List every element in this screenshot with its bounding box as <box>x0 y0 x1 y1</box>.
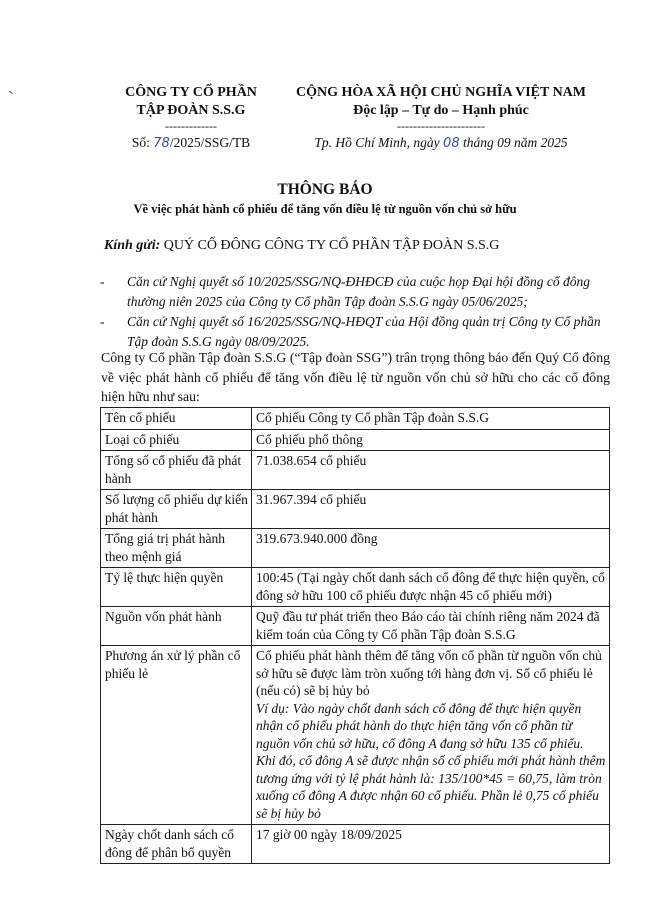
row-example: Ví dụ: Vào ngày chốt danh sách cổ đông để thực hiện quyền nhận cổ phiếu phát hành do thực hiện tăng vốn cổ phần từ nguồn vốn chủ sở hữu, cổ đông A đang sở hữu 135 cổ phiếu. Khi đó, cổ đông A sẽ được nhận số cổ phiếu mới phát hành thêm tương ứng với tỷ lệ phát hành là: 135/100*45 = 60,75, làm tròn xuống cổ đông A được nhận 60 cổ phiếu. Phần lẻ 0,75 cổ phiếu sẽ bị hủy bỏ <box>256 700 606 821</box>
company-name-line1: CÔNG TY CỔ PHẦN <box>125 85 257 100</box>
row-value: Cổ phiếu phát hành thêm để tăng vốn cổ phần từ nguồn vốn chủ sở hữu sẽ được làm tròn xuống tới hàng đơn vị. Số cổ phiếu lẻ (nếu có) sẽ bị hủy bỏ <box>256 648 602 698</box>
document-number-handwritten: 78 <box>153 136 170 151</box>
document-number <box>96 133 286 154</box>
row-label: Ngày chốt danh sách cổ đông để phân bổ quyền <box>101 825 252 864</box>
recipient-label: Kính gửi: <box>104 238 161 253</box>
row-value: Cổ phiếu phổ thông <box>252 429 610 451</box>
recipient-value: QUÝ CỔ ĐÔNG CÔNG TY CỔ PHẦN TẬP ĐOÀN S.S.G <box>163 238 500 253</box>
company-divider: ------------- <box>165 119 217 133</box>
bullet-dash: - <box>100 274 105 289</box>
document-number-prefix: Số: <box>131 135 150 150</box>
legal-basis-text: Căn cứ Nghị quyết số 16/2025/SSG/NQ-HĐQT của Hội đồng quản trị Công ty Cổ phần Tập đoàn S.S.G ngày 08/09/2025. <box>127 314 601 349</box>
legal-basis-item <box>100 272 610 312</box>
document-number-suffix: /2025/SSG/TB <box>169 135 251 150</box>
row-value: 100:45 (Tại ngày chốt danh sách cổ đông để thực hiện quyền, cổ đông sở hữu 100 cổ phiếu được nhận 45 cổ phiếu mới) <box>252 568 610 607</box>
table-row <box>101 607 610 646</box>
table-row <box>101 429 610 451</box>
table-row <box>101 646 610 825</box>
row-value: Quỹ đầu tư phát triển theo Báo cáo tài chính riêng năm 2024 đã kiểm toán của Công ty Cổ phần Tập đoàn S.S.G <box>252 607 610 646</box>
row-label: Loại cổ phiếu <box>101 429 252 451</box>
recipient-line <box>104 238 499 254</box>
row-label: Tỷ lệ thực hiện quyền <box>101 568 252 607</box>
row-value: 31.967.394 cổ phiếu <box>252 490 610 529</box>
row-value: 17 giờ 00 ngày 18/09/2025 <box>252 825 610 864</box>
legal-bases <box>100 272 610 352</box>
row-value: Cổ phiếu Công ty Cổ phần Tập đoàn S.S.G <box>252 408 610 430</box>
issue-date-handwritten-day: 08 <box>443 136 460 151</box>
national-motto: Độc lập – Tự do – Hạnh phúc <box>353 103 529 118</box>
intro-paragraph: Công ty Cổ phần Tập đoàn S.S.G (“Tập đoàn SSG”) trân trọng thông báo đến Quý Cổ đông về việc phát hành cổ phiếu để tăng vốn điều lệ từ nguồn vốn chủ sở hữu cho các cổ đông hiện hữu như sau: <box>101 350 610 404</box>
row-label: Nguồn vốn phát hành <box>101 607 252 646</box>
legal-basis-text: Căn cứ Nghị quyết số 10/2025/SSG/NQ-ĐHĐCĐ của cuộc họp Đại hội đồng cổ đông thường niên 2025 của Công ty Cổ phần Tập đoàn S.S.G ngày 05/06/2025; <box>127 274 590 309</box>
issue-date-suffix: tháng 09 năm 2025 <box>462 135 568 150</box>
country-name: CỘNG HÒA XÃ HỘI CHỦ NGHĨA VIỆT NAM <box>295 85 586 100</box>
company-header <box>96 84 286 154</box>
document-title: THÔNG BÁO <box>277 181 373 198</box>
scan-mark <box>9 91 13 94</box>
issue-date <box>276 133 606 154</box>
issuance-info-table <box>100 407 610 864</box>
bullet-dash: - <box>100 314 105 329</box>
table-row <box>101 451 610 490</box>
row-label: Tên cổ phiếu <box>101 408 252 430</box>
table-row <box>101 568 610 607</box>
row-value-with-example <box>252 646 610 825</box>
legal-basis-item <box>100 312 610 352</box>
row-label: Số lượng cổ phiếu dự kiến phát hành <box>101 490 252 529</box>
row-value: 71.038.654 cổ phiếu <box>252 451 610 490</box>
issue-date-prefix: Tp. Hồ Chí Minh, ngày <box>314 135 440 150</box>
row-label: Tổng giá trị phát hành theo mệnh giá <box>101 529 252 568</box>
table-row <box>101 825 610 864</box>
document-subtitle: Về việc phát hành cổ phiếu để tăng vốn điều lệ từ nguồn vốn chủ sở hữu <box>133 202 517 216</box>
table-row <box>101 529 610 568</box>
table-row <box>101 490 610 529</box>
table-row <box>101 408 610 430</box>
company-name-line2: TẬP ĐOÀN S.S.G <box>136 103 246 118</box>
row-label: Phương án xử lý phần cổ phiếu lẻ <box>101 646 252 825</box>
national-header <box>276 84 606 154</box>
national-divider: ---------------------- <box>397 119 485 133</box>
row-value: 319.673.940.000 đồng <box>252 529 610 568</box>
row-label: Tổng số cổ phiếu đã phát hành <box>101 451 252 490</box>
